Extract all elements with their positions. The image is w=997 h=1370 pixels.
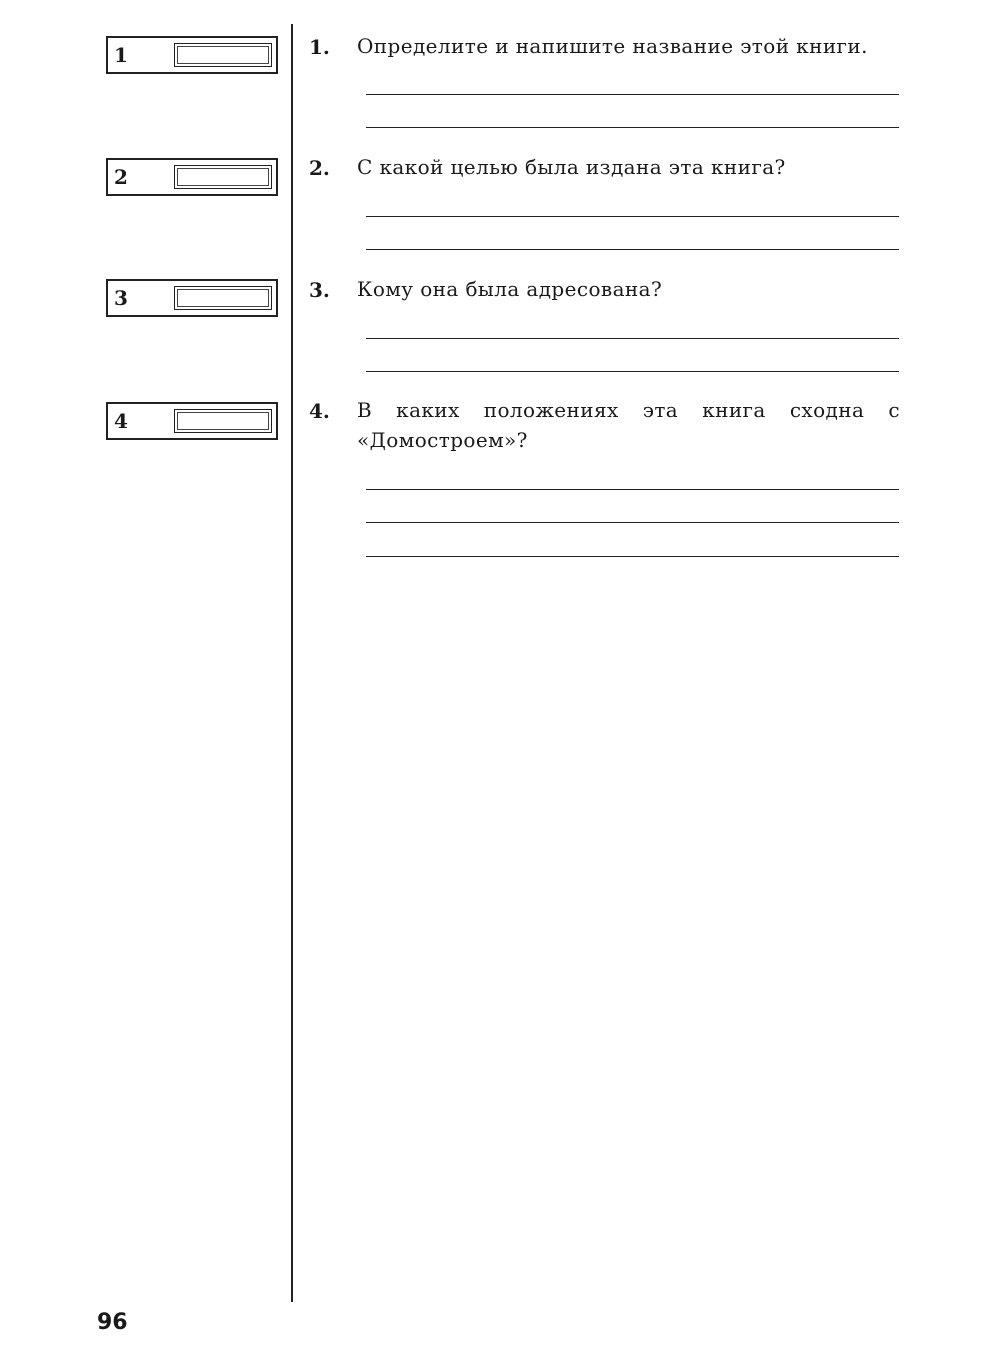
question-number: 4. — [309, 399, 330, 423]
question-text-4: В каких положениях эта книга сходна с «Домостроем»? — [357, 398, 900, 452]
answer-line[interactable] — [366, 522, 899, 523]
answer-line[interactable] — [366, 94, 899, 95]
answer-field-1[interactable] — [174, 43, 272, 67]
question-text-2: С какой целью была издана эта книга? — [357, 155, 786, 179]
answer-line[interactable] — [366, 489, 899, 490]
answer-box-1 — [106, 36, 278, 74]
answer-field-2[interactable] — [174, 165, 272, 189]
answer-box-number: 2 — [114, 165, 128, 189]
answer-line[interactable] — [366, 556, 899, 557]
column-divider — [291, 24, 293, 1302]
answer-box-3 — [106, 279, 278, 317]
answer-field-3[interactable] — [174, 286, 272, 310]
answer-box-number: 4 — [114, 409, 128, 433]
question-number: 1. — [309, 35, 330, 59]
answer-line[interactable] — [366, 338, 899, 339]
answer-field-4[interactable] — [174, 409, 272, 433]
question-number: 2. — [309, 156, 330, 180]
answer-box-4 — [106, 402, 278, 440]
question-text-3: Кому она была адресована? — [357, 277, 663, 301]
question-number: 3. — [309, 278, 330, 302]
answer-line[interactable] — [366, 371, 899, 372]
page-number: 96 — [97, 1310, 128, 1335]
question-text-1: Определите и напишите название этой книги. — [357, 34, 868, 58]
answer-box-number: 1 — [114, 43, 128, 67]
answer-box-number: 3 — [114, 286, 128, 310]
answer-line[interactable] — [366, 249, 899, 250]
answer-line[interactable] — [366, 216, 899, 217]
answer-box-2 — [106, 158, 278, 196]
answer-line[interactable] — [366, 127, 899, 128]
